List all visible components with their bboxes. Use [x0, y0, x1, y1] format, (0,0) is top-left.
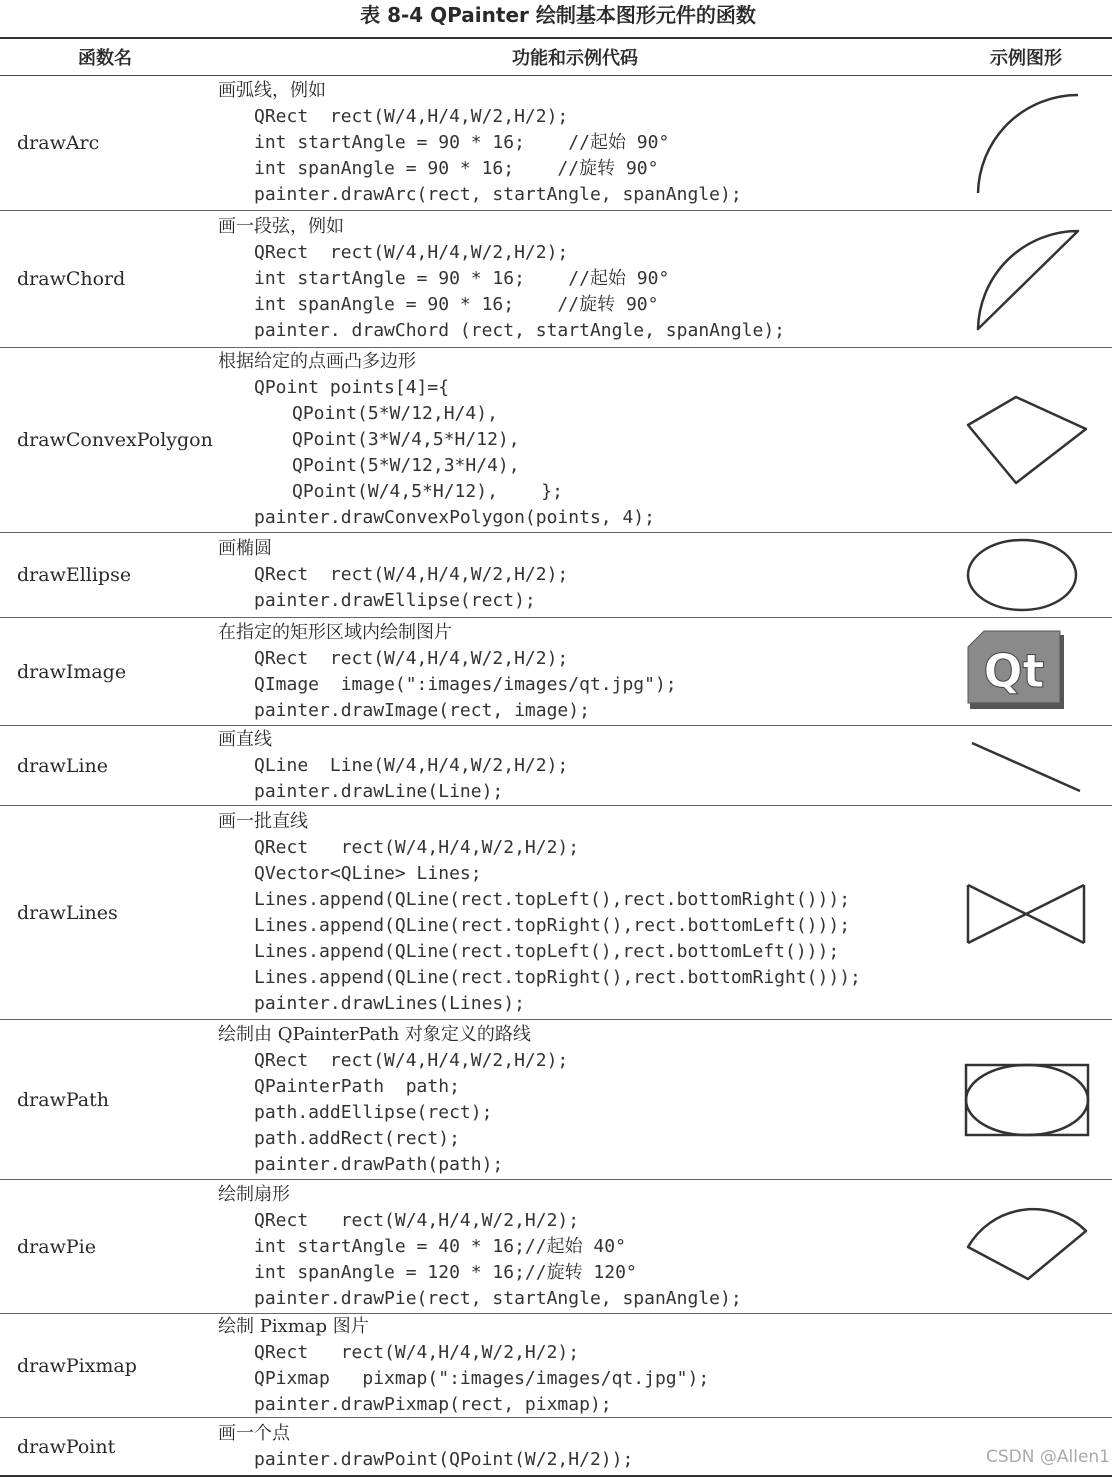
code-line: painter.drawPoint(QPoint(W/2,H/2));	[254, 1448, 634, 1470]
code-line: int startAngle = 90 * 16; //起始 90°	[254, 268, 670, 289]
function-name: drawPath	[17, 1088, 109, 1111]
function-desc: 画一段弦，例如	[218, 216, 344, 237]
function-content	[210, 726, 940, 805]
figure-empty	[940, 1314, 1112, 1417]
code-line: QRect rect(W/4,H/4,W/2,H/2);	[254, 1049, 569, 1071]
function-desc: 画一批直线	[218, 810, 308, 832]
function-desc: 绘制扇形	[218, 1183, 290, 1205]
table-row-drawpoint	[0, 1418, 1112, 1475]
code-line: QRect rect(W/4,H/4,W/2,H/2);	[254, 836, 580, 858]
table-caption: 表 8-4 QPainter 绘制基本图形元件的函数	[360, 3, 756, 27]
code-line: QPoint(W/4,5*H/12), };	[292, 481, 563, 502]
code-line: QPoint(5*W/12,3*H/4),	[292, 455, 520, 476]
code-line: int startAngle = 90 * 16; //起始 90°	[254, 132, 670, 153]
code-line: int spanAngle = 90 * 16; //旋转 90°	[254, 158, 659, 179]
function-content	[210, 1418, 940, 1475]
table-row-drawlines	[0, 806, 1112, 1020]
code-line: painter.drawLines(Lines);	[254, 992, 525, 1014]
code-line: Lines.append(QLine(rect.topRight(),rect.bottomLeft()));	[254, 914, 851, 936]
table-row-drawarc	[0, 76, 1112, 211]
qt-logo-text: Qt	[983, 643, 1045, 698]
code-line: int spanAngle = 120 * 16;//旋转 120°	[254, 1261, 637, 1283]
code-line: QImage image(":images/images/qt.jpg");	[254, 673, 677, 695]
code-line: painter.drawArc(rect, startAngle, spanAngle);	[254, 184, 742, 205]
path-figure	[940, 1020, 1112, 1179]
function-content	[210, 348, 940, 532]
code-line: painter.drawLine(Line);	[254, 780, 504, 802]
table-header	[0, 39, 1112, 76]
function-desc: 绘制由 QPainterPath 对象定义的路线	[218, 1023, 531, 1045]
header-name: 函数名	[78, 48, 132, 69]
function-desc: 画直线	[218, 728, 272, 750]
code-line: path.addEllipse(rect);	[254, 1101, 493, 1123]
code-line: QPainterPath path;	[254, 1075, 460, 1097]
code-line: path.addRect(rect);	[254, 1127, 460, 1149]
function-desc: 根据给定的点画凸多边形	[218, 351, 416, 372]
function-content	[210, 533, 940, 617]
code-line: QRect rect(W/4,H/4,W/2,H/2);	[254, 564, 569, 585]
code-line: QRect rect(W/4,H/4,W/2,H/2);	[254, 242, 569, 263]
chord-figure	[940, 211, 1112, 347]
code-line: Lines.append(QLine(rect.topLeft(),rect.bottomLeft()));	[254, 940, 840, 962]
header-content: 功能和示例代码	[512, 48, 638, 69]
function-content	[210, 1020, 940, 1179]
function-desc: 画椭圆	[218, 538, 272, 559]
table-row-drawpath	[0, 1020, 1112, 1180]
function-name: drawLines	[17, 901, 118, 924]
function-content	[210, 806, 940, 1019]
function-name: drawEllipse	[17, 564, 132, 586]
function-desc: 画一个点	[218, 1422, 290, 1444]
code-line: QRect rect(W/4,H/4,W/2,H/2);	[254, 647, 569, 669]
function-desc: 绘制 Pixmap 图片	[218, 1315, 369, 1337]
function-name: drawPie	[17, 1235, 96, 1258]
code-line: QRect rect(W/4,H/4,W/2,H/2);	[254, 1341, 580, 1363]
line-figure	[940, 726, 1112, 805]
function-name: drawLine	[17, 754, 109, 777]
function-content	[210, 76, 940, 210]
code-line: QPoint(3*W/4,5*H/12),	[292, 429, 520, 450]
function-desc: 在指定的矩形区域内绘制图片	[218, 621, 452, 643]
function-name: drawChord	[17, 268, 126, 290]
header-figure: 示例图形	[990, 48, 1062, 69]
code-line: painter.drawPath(path);	[254, 1153, 504, 1175]
function-desc: 画弧线，例如	[218, 80, 326, 101]
function-name: drawPixmap	[17, 1354, 137, 1377]
code-line: int spanAngle = 90 * 16; //旋转 90°	[254, 294, 659, 315]
function-name: drawImage	[17, 660, 127, 683]
table-row-drawpixmap	[0, 1314, 1112, 1418]
function-table	[0, 37, 1112, 1477]
table-row-drawconvexpolygon	[0, 348, 1112, 533]
code-line: QPoint points[4]={	[254, 377, 450, 398]
lines-figure	[940, 806, 1112, 1019]
ellipse-figure	[940, 533, 1112, 617]
code-line: painter.drawPie(rect, startAngle, spanAngle);	[254, 1287, 742, 1309]
function-content	[210, 618, 940, 725]
polygon-figure	[940, 348, 1112, 532]
pie-figure	[940, 1180, 1112, 1313]
qt-logo-icon	[940, 618, 1112, 725]
arc-figure	[940, 76, 1112, 210]
function-content	[210, 211, 940, 347]
code-line: painter.drawEllipse(rect);	[254, 590, 536, 611]
code-line: int startAngle = 40 * 16;//起始 40°	[254, 1235, 626, 1257]
code-line: QRect rect(W/4,H/4,W/2,H/2);	[254, 1209, 580, 1231]
code-line: QRect rect(W/4,H/4,W/2,H/2);	[254, 106, 569, 127]
code-line: painter.drawConvexPolygon(points, 4);	[254, 507, 655, 528]
table-row-drawimage	[0, 618, 1112, 726]
table-row-drawellipse	[0, 533, 1112, 618]
function-name: drawArc	[17, 132, 100, 154]
code-line: Lines.append(QLine(rect.topLeft(),rect.bottomRight()));	[254, 888, 851, 910]
table-row-drawpie	[0, 1180, 1112, 1314]
code-line: painter.drawPixmap(rect, pixmap);	[254, 1393, 612, 1415]
table-row-drawline	[0, 726, 1112, 806]
code-line: Lines.append(QLine(rect.topRight(),rect.bottomRight()));	[254, 966, 861, 988]
table-row-drawchord	[0, 211, 1112, 348]
code-line: painter.drawImage(rect, image);	[254, 699, 590, 721]
function-name: drawConvexPolygon	[17, 429, 213, 451]
code-line: QPixmap pixmap(":images/images/qt.jpg");	[254, 1367, 710, 1389]
function-content	[210, 1180, 940, 1313]
code-line: QPoint(5*W/12,H/4),	[292, 403, 498, 424]
function-name: drawPoint	[17, 1435, 116, 1458]
code-line: QLine Line(W/4,H/4,W/2,H/2);	[254, 754, 569, 776]
watermark: CSDN @Allen1	[986, 1447, 1110, 1467]
function-content	[210, 1314, 940, 1417]
code-line: painter. drawChord (rect, startAngle, spanAngle);	[254, 320, 786, 341]
code-line: QVector<QLine> Lines;	[254, 862, 482, 884]
